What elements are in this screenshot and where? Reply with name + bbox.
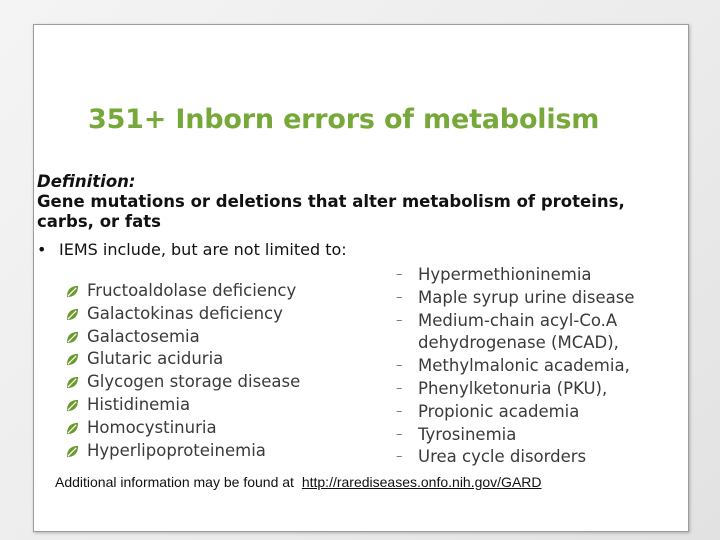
- leaf-bullet-icon: [66, 376, 79, 389]
- footer-info: [55, 474, 695, 490]
- left-disorder-list: [66, 280, 300, 462]
- footer-text: Additional information may be found at: [55, 474, 294, 490]
- dash-bullet-icon: –: [396, 380, 403, 396]
- left-list-item: [66, 348, 300, 371]
- left-item-label: Hyperlipoproteinemia: [87, 440, 266, 460]
- left-item-label: Galactokinas deficiency: [87, 303, 283, 323]
- left-list-item: [66, 326, 300, 349]
- dash-bullet-icon: –: [396, 403, 403, 419]
- dash-bullet-icon: –: [396, 449, 403, 465]
- left-item-label: Fructoaldolase deficiency: [87, 281, 297, 300]
- left-item-label: Glutaric aciduria: [87, 349, 224, 369]
- left-list-item: [66, 371, 300, 394]
- definition-text: Gene mutations or deletions that alter metabolism of proteins, carbs, or fats: [37, 192, 625, 231]
- left-item-label: Histidinemia: [87, 394, 191, 414]
- right-item-label: Propionic academia: [418, 401, 580, 421]
- dash-bullet-icon: –: [396, 289, 403, 305]
- right-item-label: Medium-chain acyl-Co.A: [418, 310, 618, 330]
- dash-bullet-icon: –: [396, 312, 403, 328]
- left-item-label: Homocystinuria: [87, 417, 217, 437]
- right-list-item: [396, 287, 634, 310]
- definition-label: Definition:: [37, 172, 136, 191]
- slide-title: 351+ Inborn errors of metabolism: [88, 104, 600, 135]
- leaf-bullet-icon: [66, 422, 79, 435]
- left-list-item: [66, 417, 300, 440]
- right-item-label: Hypermethioninemia: [418, 265, 592, 284]
- left-item-label: Glycogen storage disease: [87, 372, 301, 392]
- leaf-bullet-icon: [66, 399, 79, 412]
- dash-bullet-icon: –: [396, 267, 403, 282]
- left-list-item: [66, 280, 300, 303]
- left-list-item: [66, 303, 300, 326]
- gard-link[interactable]: http://rarediseases.onfo.nih.gov/GARD: [301, 474, 542, 490]
- right-item-label: dehydrogenase (MCAD),: [418, 333, 619, 353]
- right-list-item: [396, 446, 634, 469]
- iems-intro-line: [37, 240, 667, 260]
- dash-bullet-icon: –: [396, 426, 403, 442]
- right-item-label: Maple syrup urine disease: [418, 287, 635, 307]
- left-item-label: Galactosemia: [87, 326, 200, 346]
- left-list-item: [66, 440, 300, 463]
- iems-intro: IEMS include, but are not limited to:: [59, 240, 347, 259]
- leaf-bullet-icon: [66, 353, 79, 366]
- definition-block: [37, 172, 667, 232]
- right-item-label: Urea cycle disorders: [418, 447, 587, 467]
- leaf-bullet-icon: [66, 445, 79, 458]
- right-list-item: [396, 401, 634, 424]
- right-list-item: [396, 264, 634, 287]
- leaf-bullet-icon: [66, 285, 79, 298]
- right-list-item: [396, 332, 634, 355]
- leaf-bullet-icon: [66, 331, 79, 344]
- bullet-dot-icon: •: [37, 240, 47, 259]
- right-disorder-list: [396, 264, 634, 469]
- dash-bullet-icon: –: [396, 358, 403, 374]
- left-list-item: [66, 394, 300, 417]
- right-item-label: Phenylketonuria (PKU),: [418, 378, 608, 398]
- right-list-item: [396, 424, 634, 447]
- right-list-item: [396, 310, 634, 333]
- right-list-item: [396, 378, 634, 401]
- right-list-item: [396, 355, 634, 378]
- right-item-label: Tyrosinemia: [418, 424, 517, 444]
- right-item-label: Methylmalonic academia,: [418, 356, 630, 376]
- leaf-bullet-icon: [66, 308, 79, 321]
